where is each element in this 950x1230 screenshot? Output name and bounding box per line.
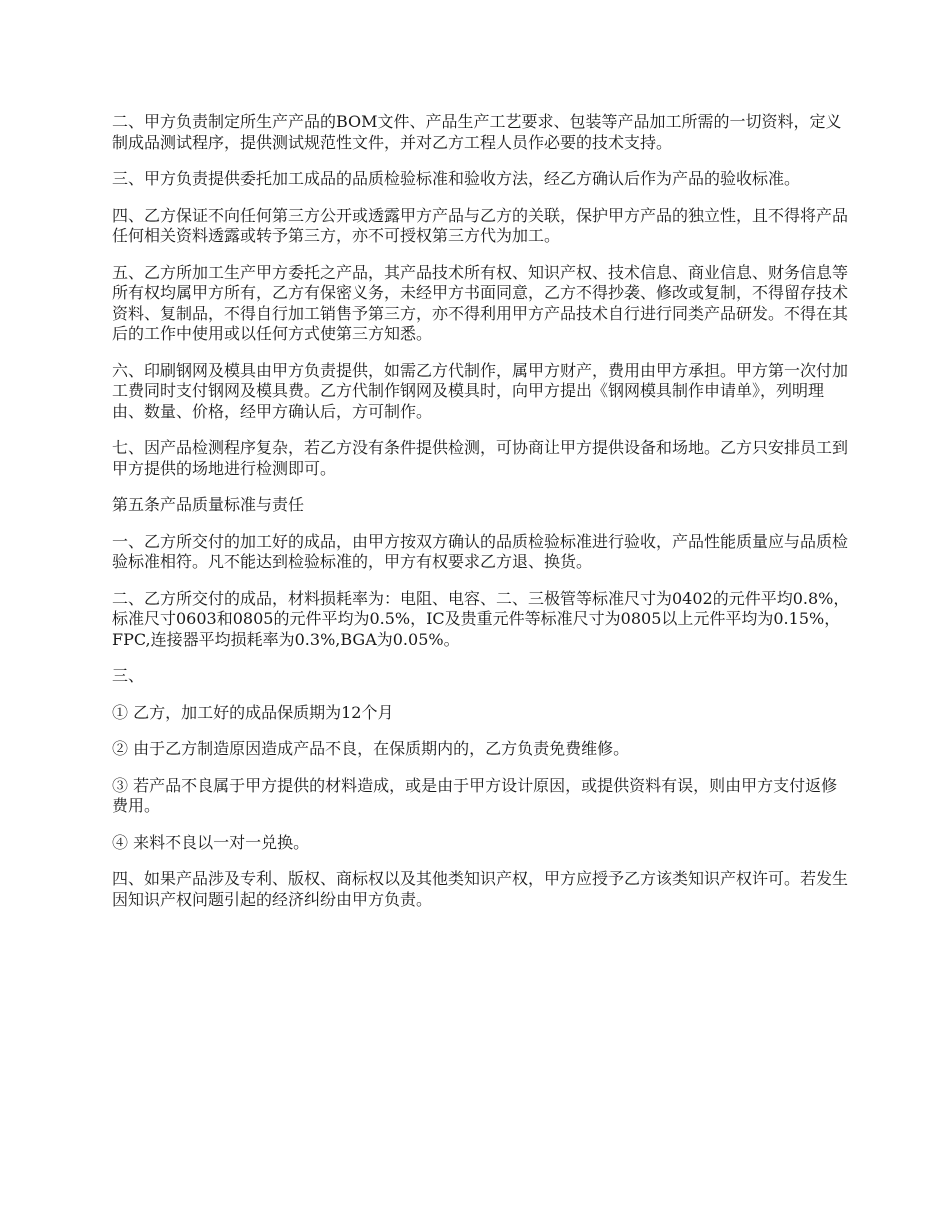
list-item-defect-cost: ③ 若产品不良属于甲方提供的材料造成，或是由于甲方设计原因，或提供资料有误，则由甲方支付返修费用。 bbox=[112, 775, 838, 815]
list-item-exchange: ④ 来料不良以一对一兑换。 bbox=[112, 832, 310, 852]
article-5-item-3: 三、 bbox=[112, 666, 145, 685]
clause-3-inspection-standard: 三、甲方负责提供委托加工成品的品质检验标准和验收方法，经乙方确认后作为产品的验收标准。 bbox=[112, 169, 801, 188]
clause-7-testing: 七、因产品检测程序复杂，若乙方没有条件提供检测，可协商让甲方提供设备和场地。乙方只安排员工到甲方提供的场地进行检测即可。 bbox=[112, 438, 849, 478]
clause-6-stencil-molds: 六、印刷钢网及模具由甲方负责提供，如需乙方代制作，属甲方财产，费用由甲方承担。甲方第一次付加工费同时支付钢网及模具费。乙方代制作钢网及模具时，向甲方提出《钢网模具制作申请单》，列明理由、数量、价格，经甲方确认后，方可制作。 bbox=[112, 360, 849, 421]
clause-4-confidentiality: 四、乙方保证不向任何第三方公开或透露甲方产品与乙方的关联，保护甲方产品的独立性，且不得将产品任何相关资料透露或转予第三方，亦不可授权第三方代为加工。 bbox=[112, 205, 849, 245]
clause-2-material-responsibility: 二、甲方负责制定所生产产品的BOM文件、产品生产工艺要求、包装等产品加工所需的一切资料，定义制成品测试程序，提供测试规范性文件，并对乙方工程人员作必要的技术支持。 bbox=[112, 112, 842, 152]
section-heading-article-5: 第五条产品质量标准与责任 bbox=[112, 495, 305, 514]
article-5-item-1: 一、乙方所交付的加工好的成品，由甲方按双方确认的品质检验标准进行验收，产品性能质量应与品质检验标准相符。凡不能达到检验标准的，甲方有权要求乙方退、换货。 bbox=[112, 531, 849, 571]
clause-5-ownership: 五、乙方所加工生产甲方委托之产品，其产品技术所有权、知识产权、技术信息、商业信息、财务信息等所有权均属甲方所有，乙方有保密义务，未经甲方书面同意，乙方不得抄袭、修改或复制，不得留存技术资料、复制品，不得自行加工销售予第三方，亦不得利用甲方产品技术自行进行同类产品研发。不得在其后的工作中使用或以任何方式使第三方知悉。 bbox=[112, 262, 849, 343]
article-5-item-2-loss-rate: 二、乙方所交付的成品，材料损耗率为：电阻、电容、二、三极管等标准尺寸为0402的元件平均0.8%，标准尺寸0603和0805的元件平均为0.5%，IC及贵重元件等标准尺寸为0805以上元件平均为0.15%，FPC,连接器平均损耗率为0.3%,BGA为0.05%。 bbox=[112, 588, 850, 649]
document-page bbox=[112, 112, 850, 926]
list-item-warranty: ① 乙方，加工好的成品保质期为12个月 bbox=[112, 702, 394, 722]
article-5-item-4-ip: 四、如果产品涉及专利、版权、商标权以及其他类知识产权，甲方应授予乙方该类知识产权许可。若发生因知识产权问题引起的经济纠纷由甲方负责。 bbox=[112, 869, 849, 909]
list-item-repair: ② 由于乙方制造原因造成产品不良，在保质期内的，乙方负责免费维修。 bbox=[112, 739, 630, 758]
